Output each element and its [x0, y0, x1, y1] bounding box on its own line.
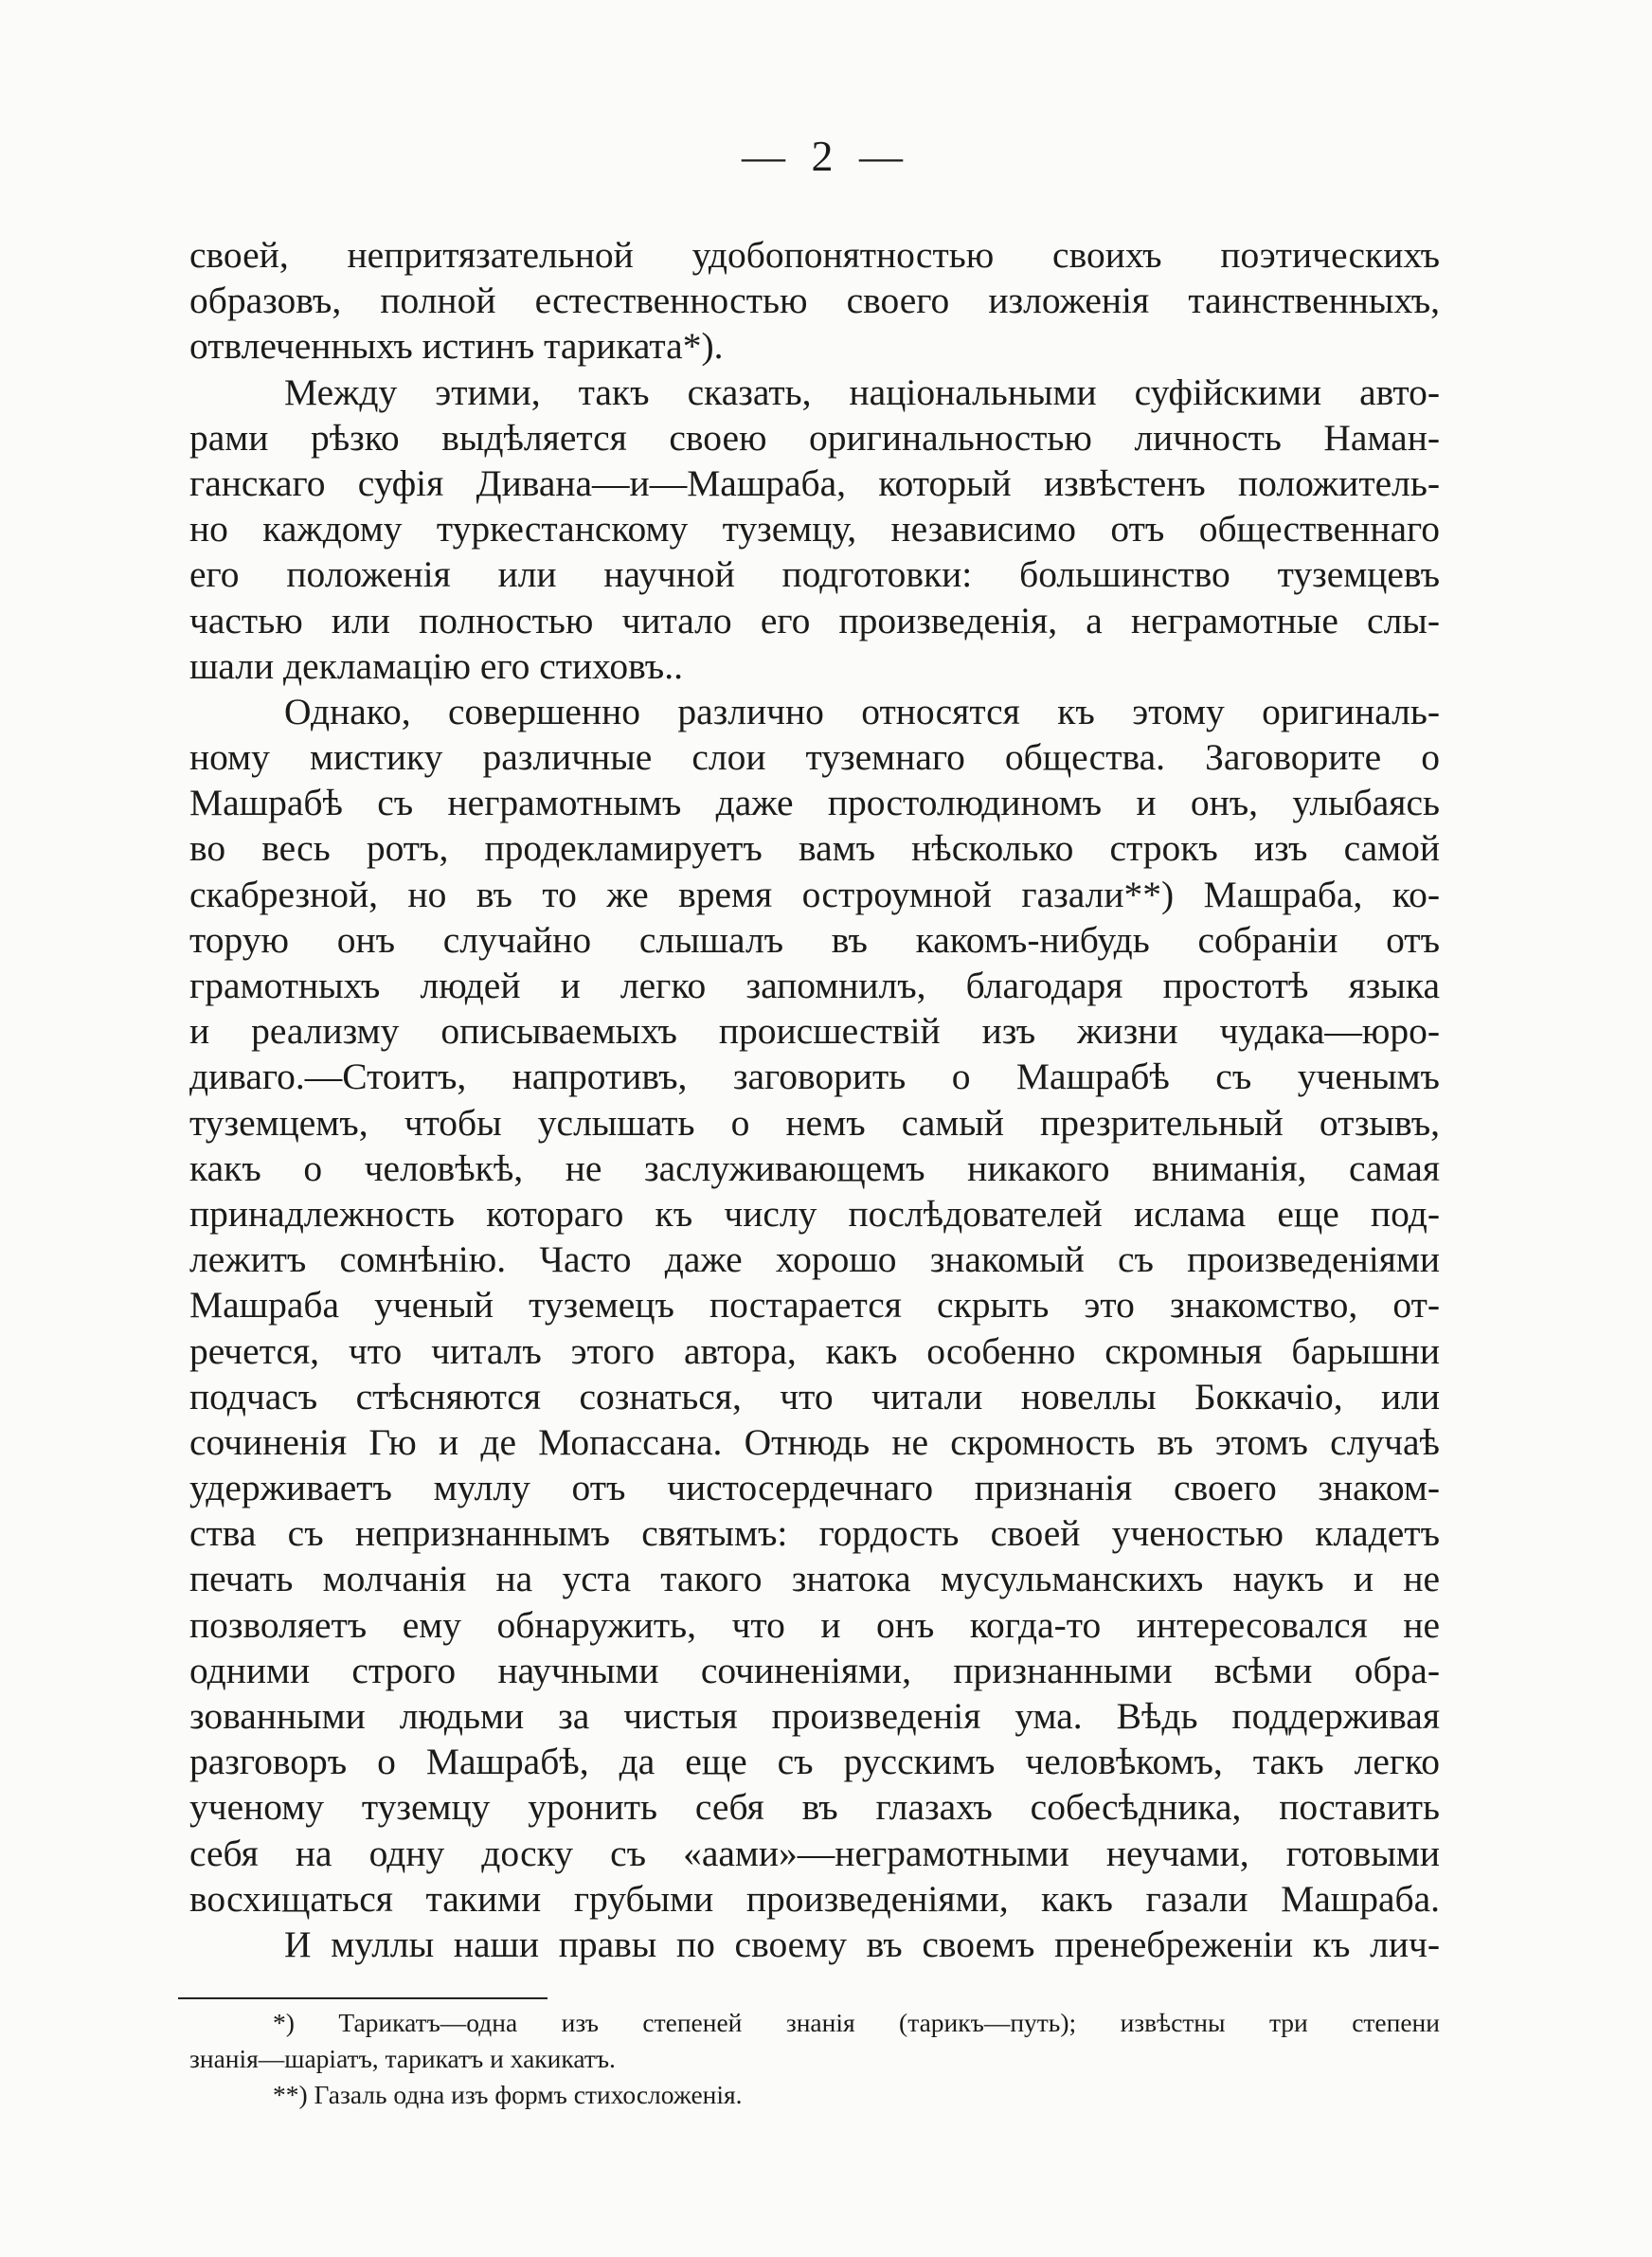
text-line: себя на одну доску съ «аами»—неграмотными неучами, готовыми [189, 1832, 1440, 1874]
text-line: речется, что читалъ этого автора, какъ особенно скромныя барышни [189, 1329, 1440, 1372]
text-line: частью или полностью читало его произведенія, а неграмотные слы- [189, 599, 1440, 641]
text-line: Однако, совершенно различно относятся къ этому оригиналь- [284, 690, 1440, 732]
text-line: туземцемъ, чтобы услышать о немъ самый презрительный отзывъ, [189, 1101, 1440, 1144]
text-line: грамотныхъ людей и легко запомнилъ, благодаря простотѣ языка [189, 965, 1440, 1006]
body-text [189, 232, 1440, 1967]
text-line: позволяетъ ему обнаружить, что и онъ когда-то интересовался не [189, 1603, 1440, 1646]
text-line: Машраба ученый туземецъ постарается скрыть это знакомство, от- [189, 1284, 1440, 1327]
text-line: во весь ротъ, продекламируетъ вамъ нѣсколько строкъ изъ самой [189, 827, 1440, 870]
text-line: образовъ, полной естественностью своего изложенія таинственныхъ, [189, 280, 1440, 322]
text-line: удерживаетъ муллу отъ чистосердечнаго признанія своего знаком- [189, 1467, 1440, 1509]
text-line: и реализму описываемыхъ происшествій изъ жизни чудака—юро- [189, 1010, 1440, 1053]
text-line: Машрабѣ съ неграмотнымъ даже простолюдиномъ и онъ, улыбаясь [189, 782, 1440, 824]
text-line: его положенія или научной подготовки: большинство туземцевъ [189, 553, 1440, 596]
text-line: И муллы наши правы по своему въ своемъ пренебреженіи къ лич- [284, 1923, 1440, 1965]
text-line: ства съ непризнаннымъ святымъ: гордость своей ученостью кладетъ [189, 1512, 1440, 1555]
text-line: своей, непритязательной удобопонятностью своихъ поэтическихъ [189, 234, 1440, 276]
text-line: печать молчанія на уста такого знатока мусульманскихъ наукъ и не [189, 1558, 1440, 1600]
text-line: ганскаго суфія Дивана—и—Машраба, который извѣстенъ положитель- [189, 461, 1440, 504]
text-line: лежитъ сомнѣнію. Часто даже хорошо знакомый съ произведеніями [189, 1238, 1440, 1281]
text-line: диваго.—Стоитъ, напротивъ, заговорить о Машрабѣ съ ученымъ [189, 1056, 1440, 1098]
text-line: какъ о человѣкѣ, не заслуживающемъ никакого вниманія, самая [189, 1147, 1440, 1189]
text-line: ученому туземцу уронить себя въ глазахъ собесѣдника, поставить [189, 1786, 1440, 1829]
text-line: зованными людьми за чистыя произведенія ума. Вѣдь поддерживая [189, 1695, 1440, 1737]
text-line: скабрезной, но въ то же время остроумной газали**) Машраба, ко- [189, 873, 1440, 915]
text-line: рами рѣзко выдѣляется своею оригинальностью личность Наман- [189, 416, 1440, 459]
footnote-line: знанія—шаріатъ, тарикатъ и хакикатъ. [189, 2044, 616, 2073]
text-line: но каждому туркестанскому туземцу, независимо отъ общественнаго [189, 508, 1440, 551]
page-number: — 2 — [742, 132, 910, 180]
text-line: восхищаться такими грубыми произведеніями, какъ газали Машраба. [189, 1877, 1440, 1920]
text-line: сочиненія Гю и де Мопассана. Отнюдь не скромность въ этомъ случаѣ [189, 1420, 1440, 1463]
text-line: принадлежность котораго къ числу послѣдователей ислама еще под- [189, 1192, 1440, 1235]
text-line: подчасъ стѣсняются сознаться, что читали новеллы Боккачіо, или [189, 1375, 1440, 1417]
text-line: одними строго научными сочиненіями, признанными всѣми обра- [189, 1649, 1440, 1691]
text-line: шали декламацію его стиховъ.. [189, 644, 683, 687]
text-line: разговоръ о Машрабѣ, да еще съ русскимъ человѣкомъ, такъ легко [189, 1741, 1440, 1783]
footnote-divider [178, 1997, 548, 1999]
footnote-line: *) Тарикатъ—одна изъ степеней знанія (тарикъ—путь); извѣстны три степени [273, 2008, 1440, 2037]
text-line: ному мистику различные слои туземнаго общества. Заговорите о [189, 736, 1440, 779]
text-line: отвлеченныхъ истинъ тариката*). [189, 325, 724, 368]
text-line: торую онъ случайно слышалъ въ какомъ-нибудь собраніи отъ [189, 918, 1440, 961]
footnotes [189, 2005, 1440, 2113]
footnote-line: **) Газаль одна изъ формъ стихосложенія. [273, 2080, 743, 2109]
text-line: Между этими, такъ сказать, національными суфійскими авто- [284, 370, 1440, 413]
